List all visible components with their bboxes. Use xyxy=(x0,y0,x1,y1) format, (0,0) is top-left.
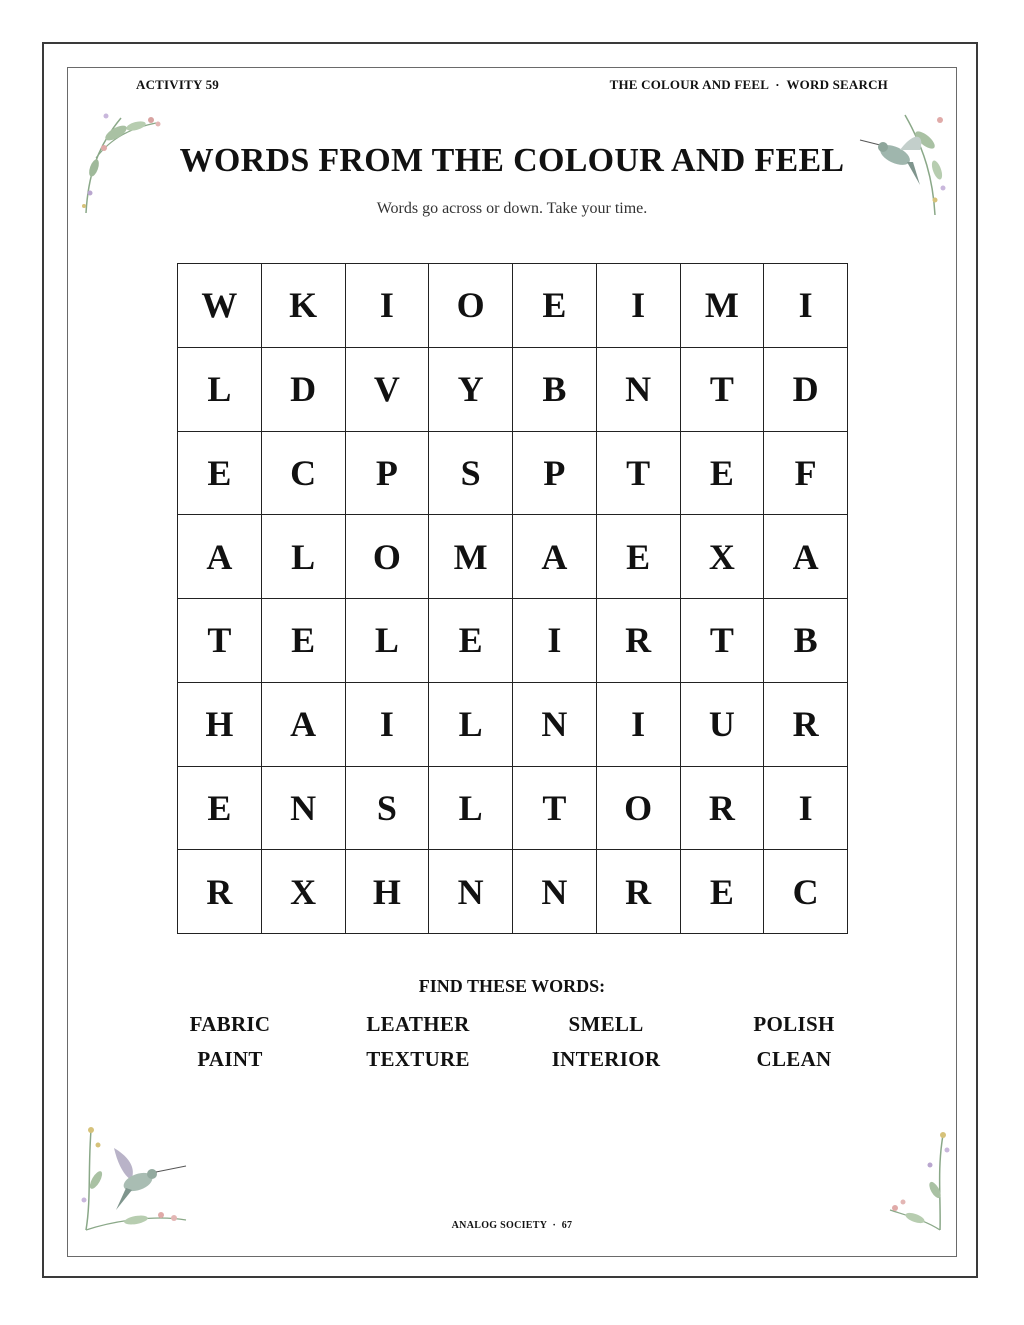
instructions: Words go across or down. Take your time. xyxy=(376,200,648,217)
grid-cell[interactable]: L xyxy=(178,348,262,432)
grid-cell[interactable]: I xyxy=(513,599,597,683)
grid-cell[interactable]: R xyxy=(764,683,848,767)
grid-cell[interactable]: E xyxy=(513,264,597,348)
grid-cell[interactable]: N xyxy=(429,850,513,934)
grid-cell[interactable]: S xyxy=(429,432,513,516)
grid-cell[interactable]: T xyxy=(597,432,681,516)
word-list-item: LEATHER xyxy=(366,1012,470,1036)
hummingbird-floral-bottom-left-icon xyxy=(76,1120,196,1235)
grid-cell[interactable]: E xyxy=(429,599,513,683)
grid-cell[interactable]: C xyxy=(764,850,848,934)
word-search-grid xyxy=(177,263,848,934)
grid-cell[interactable]: D xyxy=(764,348,848,432)
grid-cell[interactable]: A xyxy=(262,683,346,767)
grid-cell[interactable]: M xyxy=(681,264,765,348)
grid-cell[interactable]: Y xyxy=(429,348,513,432)
grid-cell[interactable]: X xyxy=(262,850,346,934)
grid-cell[interactable]: L xyxy=(346,599,430,683)
word-list-item: POLISH xyxy=(753,1012,835,1036)
grid-cell[interactable]: M xyxy=(429,515,513,599)
grid-cell[interactable]: W xyxy=(178,264,262,348)
grid-cell[interactable]: I xyxy=(597,683,681,767)
word-list xyxy=(136,1012,888,1072)
grid-cell[interactable]: E xyxy=(681,850,765,934)
grid-cell[interactable]: I xyxy=(346,683,430,767)
grid-cell[interactable]: P xyxy=(513,432,597,516)
grid-cell[interactable]: O xyxy=(429,264,513,348)
find-words-label: FIND THESE WORDS: xyxy=(418,976,606,996)
grid-cell[interactable]: N xyxy=(513,683,597,767)
grid-cell[interactable]: H xyxy=(178,683,262,767)
grid-cell[interactable]: V xyxy=(346,348,430,432)
grid-cell[interactable]: O xyxy=(346,515,430,599)
grid-cell[interactable]: N xyxy=(513,850,597,934)
grid-cell[interactable]: R xyxy=(178,850,262,934)
grid-cell[interactable]: T xyxy=(513,767,597,851)
grid-cell[interactable]: L xyxy=(262,515,346,599)
grid-cell[interactable]: F xyxy=(764,432,848,516)
grid-cell[interactable]: T xyxy=(178,599,262,683)
grid-cell[interactable]: R xyxy=(681,767,765,851)
grid-cell[interactable]: P xyxy=(346,432,430,516)
section-header: THE COLOUR AND FEEL · WORD SEARCH xyxy=(609,77,888,92)
grid-cell[interactable]: I xyxy=(764,767,848,851)
grid-cell[interactable]: T xyxy=(681,348,765,432)
grid-cell[interactable]: E xyxy=(262,599,346,683)
word-list-item: PAINT xyxy=(197,1047,263,1071)
page-footer: ANALOG SOCIETY · 67 xyxy=(451,1220,573,1231)
grid-cell[interactable]: X xyxy=(681,515,765,599)
grid-cell[interactable]: L xyxy=(429,767,513,851)
word-list-item: FABRIC xyxy=(189,1012,271,1036)
grid-cell[interactable]: I xyxy=(764,264,848,348)
grid-cell[interactable]: O xyxy=(597,767,681,851)
word-list-item: TEXTURE xyxy=(366,1047,470,1071)
grid-cell[interactable]: I xyxy=(597,264,681,348)
grid-cell[interactable]: S xyxy=(346,767,430,851)
activity-number: ACTIVITY 59 xyxy=(136,77,219,92)
grid-cell[interactable]: N xyxy=(597,348,681,432)
grid-cell[interactable]: T xyxy=(681,599,765,683)
grid-cell[interactable]: A xyxy=(513,515,597,599)
grid-cell[interactable]: E xyxy=(178,767,262,851)
grid-cell[interactable]: A xyxy=(178,515,262,599)
grid-cell[interactable]: C xyxy=(262,432,346,516)
word-list-item: CLEAN xyxy=(756,1047,832,1071)
grid-cell[interactable]: R xyxy=(597,599,681,683)
grid-cell[interactable]: K xyxy=(262,264,346,348)
grid-cell[interactable]: E xyxy=(681,432,765,516)
word-list-item: INTERIOR xyxy=(551,1047,661,1071)
grid-cell[interactable]: A xyxy=(764,515,848,599)
word-list-item: SMELL xyxy=(568,1012,644,1036)
grid-cell[interactable]: B xyxy=(764,599,848,683)
grid-cell[interactable]: L xyxy=(429,683,513,767)
grid-cell[interactable]: E xyxy=(597,515,681,599)
grid-cell[interactable]: N xyxy=(262,767,346,851)
grid-cell[interactable]: H xyxy=(346,850,430,934)
grid-cell[interactable]: I xyxy=(346,264,430,348)
grid-cell[interactable]: B xyxy=(513,348,597,432)
grid-cell[interactable]: R xyxy=(597,850,681,934)
grid-cell[interactable]: U xyxy=(681,683,765,767)
grid-cell[interactable]: D xyxy=(262,348,346,432)
grid-cell[interactable]: E xyxy=(178,432,262,516)
page-title: WORDS FROM THE COLOUR AND FEEL xyxy=(179,142,845,179)
